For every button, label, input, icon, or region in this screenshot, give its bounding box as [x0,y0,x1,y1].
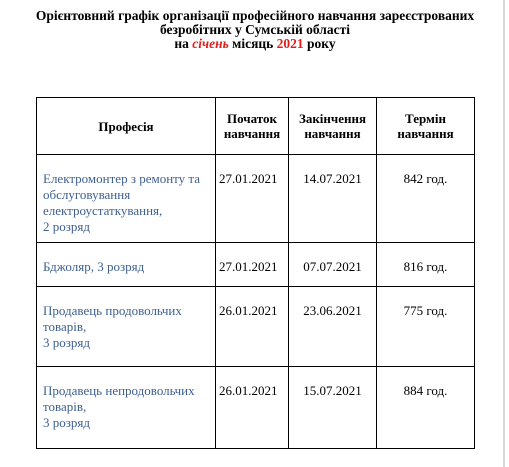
end-date: 23.06.2021 [303,303,362,318]
title-line-3 [20,37,490,51]
title-middle: місяць [228,36,277,51]
table-row [37,155,475,243]
header-term-line-2: навчання [397,126,454,141]
table-row [37,367,475,449]
start-date: 26.01.2021 [219,303,278,318]
term-hours: 775 год. [403,303,448,318]
header-term [377,98,475,155]
profession-line: 3 розряд [43,335,90,350]
header-end-line-2: навчання [304,126,361,141]
header-start-line-2: навчання [223,126,281,141]
header-start [216,98,289,155]
term-hours: 842 год. [403,171,448,186]
header-end-line-1: Закінчення [298,111,367,126]
profession-cell [37,243,216,287]
profession-line: обслуговування [43,187,131,202]
title-prefix: на [174,36,193,51]
start-date-cell [216,155,289,243]
page-edge-divider [503,0,505,467]
header-start-line-1: Початок [227,111,277,126]
profession-cell [37,155,216,243]
profession-line: товарів, [43,319,87,334]
term-cell [377,367,475,449]
title-suffix: року [303,36,336,51]
header-term-line-1: Термін [405,111,446,126]
title-line-2: безробітних у Сумській області [159,22,351,37]
end-date-cell [289,155,377,243]
end-date: 14.07.2021 [303,171,362,186]
term-hours: 884 год. [403,383,448,398]
end-date: 07.07.2021 [303,259,362,274]
table-row [37,287,475,367]
profession-line: електроустаткування, [43,203,163,218]
document-title [20,9,490,51]
start-date: 27.01.2021 [219,259,278,274]
profession-line: 3 розряд [43,415,90,430]
end-date-cell [289,287,377,367]
term-cell [377,243,475,287]
table-header-row [37,98,475,155]
end-date-cell [289,367,377,449]
start-date-cell [216,243,289,287]
start-date-cell [216,287,289,367]
profession-line: Бджоляр, 3 розряд [43,259,145,274]
term-cell [377,287,475,367]
title-line-1: Орієнтовний графік організації професійного навчання зареєстрованих [35,8,475,23]
header-profession [37,98,216,155]
profession-line: Продавець непродовольчих [43,383,195,398]
header-end [289,98,377,155]
term-cell [377,155,475,243]
header-profession-text: Професія [98,118,154,134]
end-date: 15.07.2021 [303,383,362,398]
profession-line: Електромонтер з ремонту та [43,171,201,186]
start-date-cell [216,367,289,449]
end-date-cell [289,243,377,287]
title-month: січень [192,36,229,51]
term-hours: 816 год. [403,259,448,274]
profession-line: Продавець продовольчих [43,303,182,318]
profession-line: товарів, [43,399,87,414]
training-schedule-table [36,97,475,449]
start-date: 26.01.2021 [219,383,278,398]
start-date: 27.01.2021 [219,171,278,186]
table-row [37,243,475,287]
profession-line: 2 розряд [43,219,90,234]
profession-cell [37,287,216,367]
title-year: 2021 [276,36,304,51]
profession-cell [37,367,216,449]
